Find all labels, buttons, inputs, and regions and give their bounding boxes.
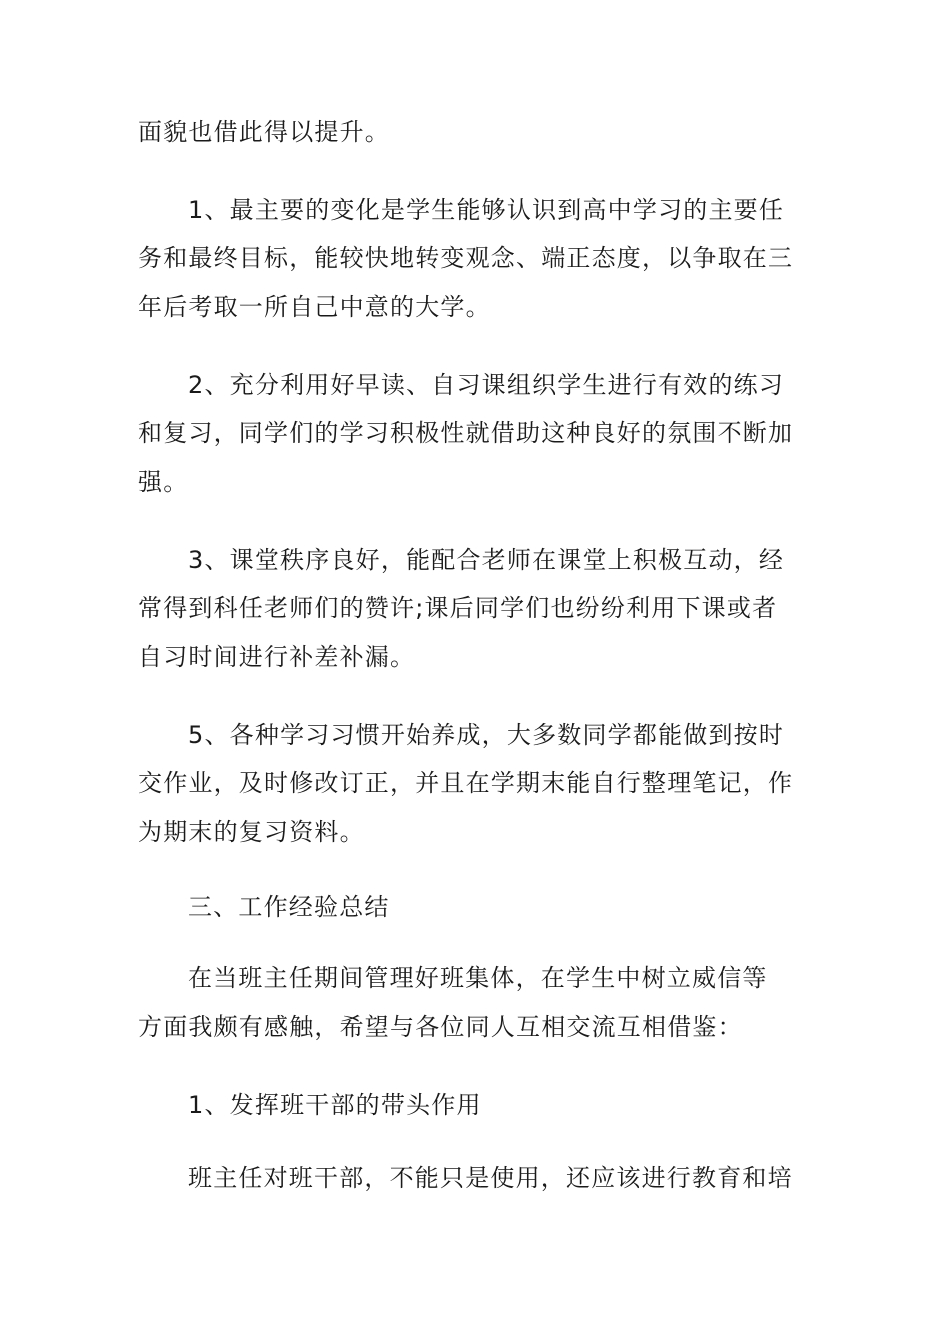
list-item-2-line-2: 和复习，同学们的学习积极性就借助这种良好的氛围不断加 xyxy=(138,419,794,447)
list-item-2-line-1: 2、充分利用好早读、自习课组织学生进行有效的练习 xyxy=(188,371,785,399)
paragraph-line-3: 班主任对班干部，不能只是使用，还应该进行教育和培 xyxy=(188,1164,793,1192)
list-item-1-line-3: 年后考取一所自己中意的大学。 xyxy=(138,293,491,321)
list-item-5-line-2: 交作业，及时修改订正，并且在学期末能自行整理笔记，作 xyxy=(138,769,794,797)
paragraph-line-1: 在当班主任期间管理好班集体，在学生中树立威信等 xyxy=(188,964,768,992)
list-item-3-line-1: 3、课堂秩序良好，能配合老师在课堂上积极互动，经 xyxy=(188,546,785,574)
section-heading: 三、工作经验总结 xyxy=(188,893,390,921)
list-item-5-line-3: 为期末的复习资料。 xyxy=(138,818,365,846)
list-item-3-line-2: 常得到科任老师们的赞许;课后同学们也纷纷利用下课或者 xyxy=(138,594,778,622)
list-item-5-line-1: 5、各种学习习惯开始养成，大多数同学都能做到按时 xyxy=(188,721,785,749)
list-item-3-line-3: 自习时间进行补差补漏。 xyxy=(138,643,416,671)
subheading: 1、发挥班干部的带头作用 xyxy=(188,1091,482,1119)
list-item-1-line-1: 1、最主要的变化是学生能够认识到高中学习的主要任 xyxy=(188,196,785,224)
paragraph-line-2: 方面我颇有感触，希望与各位同人互相交流互相借鉴： xyxy=(138,1013,743,1041)
text-line: 面貌也借此得以提升。 xyxy=(138,118,390,146)
list-item-1-line-2: 务和最终目标，能较快地转变观念、端正态度，以争取在三 xyxy=(138,244,794,272)
list-item-2-line-3: 强。 xyxy=(138,468,189,496)
